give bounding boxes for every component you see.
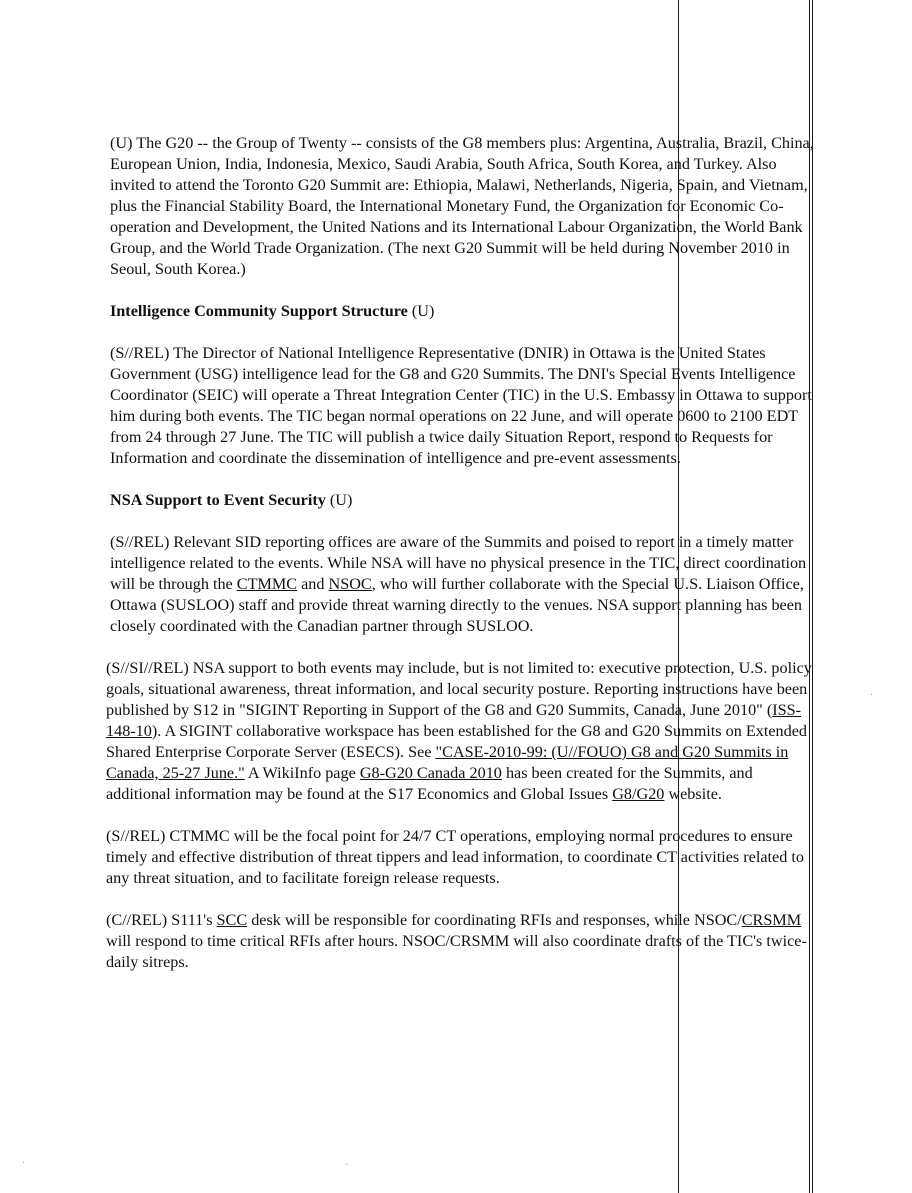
text-run: (S//SI//REL) NSA support to both events may include, but is not limited to: executive protection, U.S. policy goals, situational awareness, threat information, and local security posture. Reporting instructions have been published by S12 in "SIGINT Reporting in Support of the G8 and G20 Summits, Canada, June 2010" ( — [106, 659, 812, 719]
ctmmc-link[interactable]: CTMMC — [236, 575, 298, 593]
heading-marking: (U) — [325, 491, 353, 509]
text-run: website. — [664, 785, 722, 803]
section-heading-ic-support — [106, 301, 818, 322]
text-run: , who will further collaborate with the Special U.S. Liaison Office, Ottawa (SUSLOO) staff and provide threat warning directly to the venues. NSA support planning has been closely coordinated with the Canadian partner through SUSLOO. — [110, 575, 804, 635]
heading-marking: (U) — [407, 302, 435, 320]
nsoc-link[interactable]: NSOC — [328, 575, 372, 593]
text-run: has been created for the Summits, and additional information may be found at the S17 Economics and Global Issues — [106, 764, 753, 803]
text-run: will respond to time critical RFIs after hours. NSOC/CRSMM will also coordinate drafts of the TIC's twice-daily sitreps. — [106, 932, 807, 971]
scc-link[interactable]: SCC — [216, 911, 248, 929]
text-run: (S//REL) Relevant SID reporting offices are aware of the Summits and poised to report in a timely matter intelligence related to the events. While NSA will have no physical presence in the TIC, direct coordination will be through the — [110, 533, 807, 593]
nsa-support-paragraph-3: (S//REL) CTMMC will be the focal point for 24/7 CT operations, employing normal procedures to ensure timely and effective distribution of threat tippers and lead information, to coordinate CT activities related to any threat situation, and to facilitate foreign release requests. — [106, 827, 804, 887]
text-run: ). A SIGINT collaborative workspace has been established for the G8 and G20 Summits on Extended Shared Enterprise Corporate Server (ESECS). See — [106, 722, 808, 761]
ic-support-paragraph: (S//REL) The Director of National Intelligence Representative (DNIR) in Ottawa is the United States Government (USG) intelligence lead for the G8 and G20 Summits. The DNI's Special Events Intelligence Coordinator (SEIC) will operate a Threat Integration Center (TIC) in the U.S. Embassy in Ottawa to support him during both events. The TIC began normal operations on 22 June, and will operate 0600 to 2100 EDT from 24 through 27 June. The TIC will publish a twice daily Situation Report, respond to Requests for Information and coordinate the dissemination of intelligence and pre-event assessments. — [110, 344, 812, 467]
iss-148-10-link[interactable]: ISS-148-10 — [106, 701, 802, 740]
nsa-support-paragraph-4 — [106, 910, 818, 973]
scan-speck: · — [345, 1160, 349, 1171]
section-heading-nsa-support — [106, 490, 818, 511]
text-run: desk will be responsible for coordinating RFIs and responses, while NSOC/ — [247, 911, 742, 929]
document-body — [106, 133, 818, 994]
scan-speck: · — [22, 1158, 26, 1169]
crsmm-link[interactable]: CRSMM — [741, 911, 802, 929]
intro-paragraph: (U) The G20 -- the Group of Twenty -- consists of the G8 members plus: Argentina, Australia, Brazil, China, European Union, India, Indonesia, Mexico, Saudi Arabia, South Africa, South Korea, and Turkey. Also invited to attend the Toronto G20 Summit are: Ethiopia, Malawi, Netherlands, Nigeria, Spain, and Vietnam, plus the Financial Stability Board, the International Monetary Fund, the Organization for Economic Co-operation and Development, the United Nations and its International Labour Organization, the World Bank Group, and the World Trade Organization. (The next G20 Summit will be held during November 2010 in Seoul, South Korea.) — [110, 134, 814, 278]
nsa-support-paragraph-1 — [106, 532, 818, 637]
text-run: (C//REL) S111's — [106, 911, 217, 929]
heading-text: NSA Support to Event Security — [110, 491, 326, 509]
wikiinfo-g8-g20-link[interactable]: G8-G20 Canada 2010 — [359, 764, 502, 782]
scan-speck: · — [870, 690, 874, 701]
nsa-support-paragraph-2 — [106, 658, 818, 805]
text-run: A WikiInfo page — [244, 764, 360, 782]
text-run: and — [297, 575, 329, 593]
case-2010-99-link[interactable]: "CASE-2010-99: (U//FOUO) G8 and G20 Summits in Canada, 25-27 June." — [106, 743, 789, 782]
g8-g20-website-link[interactable]: G8/G20 — [612, 785, 665, 803]
heading-text: Intelligence Community Support Structure — [110, 302, 408, 320]
